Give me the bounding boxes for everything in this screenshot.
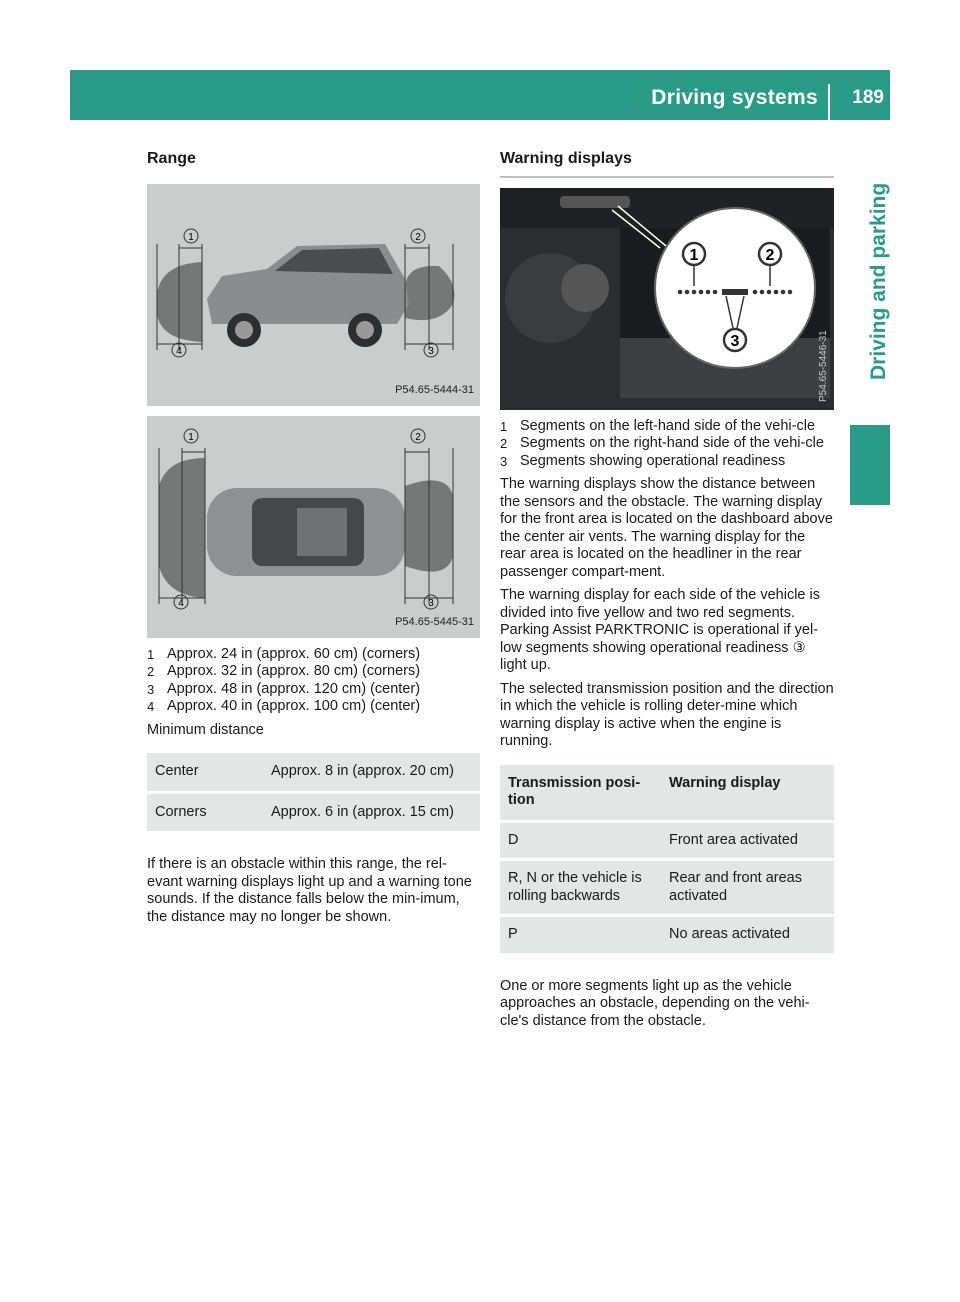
header-divider [828, 84, 830, 120]
table-row [500, 916, 834, 955]
range-top-view-diagram [147, 416, 480, 638]
table-header-position: Transmission posi-tion [500, 765, 661, 822]
table-row [500, 860, 834, 916]
page-header [70, 70, 890, 120]
chapter-tab-label: Driving and parking [867, 182, 890, 380]
table-cell-area: Corners [147, 792, 263, 833]
legend-text: Approx. 48 in (approx. 120 cm) (center) [167, 680, 421, 697]
legend-number: 4 [147, 699, 155, 714]
figure-code: P54.65-5446-31 [818, 329, 829, 402]
table-header-row [500, 765, 834, 822]
figure-code: P54.65-5445-31 [395, 616, 474, 628]
legend-item [500, 418, 834, 436]
warning-display-legend [500, 418, 834, 471]
legend-text: Approx. 40 in (approx. 100 cm) (center) [167, 698, 421, 714]
marker-2: 2 [765, 246, 775, 264]
chapter-tab [850, 120, 890, 400]
warning-paragraph-4: One or more segments light up as the vehicle approaches an obstacle, depending on the vehi-cle's distance from the obstacle. [500, 977, 810, 1029]
legend-number: 2 [147, 664, 155, 679]
table-cell-position: D [500, 821, 661, 860]
right-column [500, 150, 834, 1030]
table-cell-display: No areas activated [661, 916, 834, 955]
table-cell-area: Center [147, 753, 263, 792]
legend-item [147, 698, 480, 716]
marker-2: 2 [415, 431, 421, 443]
range-paragraph: If there is an obstacle within this range, the rel-evant warning displays light up and a warning tone sounds. If the distance falls below the min-imum, the distance may no longer be shown. [147, 856, 472, 925]
warning-paragraph-3: The selected transmission position and the direction in which the vehicle is rolling deter-mine which warning display is active when the engine is running. [500, 680, 834, 749]
chapter-marker [850, 425, 890, 505]
legend-item [147, 646, 480, 664]
warning-paragraph-1: The warning displays show the distance between the sensors and the obstacle. The warning display for the front area is located on the dashboard above the center air vents. The warning display for the rear area is located on the headliner in the rear passenger compart-ment. [500, 476, 833, 580]
range-side-view-diagram [147, 184, 480, 406]
dashboard-diagram [500, 188, 834, 410]
table-cell-position: P [500, 916, 661, 955]
range-side-view-figure [147, 184, 480, 406]
legend-item [500, 435, 834, 453]
warning-display-figure [500, 188, 834, 410]
legend-number: 3 [147, 681, 155, 697]
warning-displays-heading: Warning displays [500, 150, 632, 167]
table-header-display: Warning display [661, 765, 834, 822]
marker-1: 1 [689, 246, 699, 264]
range-top-view-figure [147, 416, 480, 638]
marker-3: 3 [428, 597, 434, 609]
legend-text: Approx. 24 in (approx. 60 cm) (corners) [167, 645, 421, 662]
table-cell-position: R, N or the vehicle is rolling backwards [500, 860, 661, 916]
section-title: Driving systems [651, 86, 818, 109]
legend-number: 3 [500, 453, 508, 469]
legend-text: Approx. 32 in (approx. 80 cm) (corners) [167, 663, 421, 679]
marker-3: 3 [428, 345, 434, 357]
left-column [147, 150, 480, 926]
marker-4: 4 [176, 345, 182, 357]
transmission-table [500, 765, 834, 956]
legend-number: 2 [500, 436, 508, 451]
table-row [147, 753, 480, 792]
table-cell-value: Approx. 6 in (approx. 15 cm) [263, 792, 480, 833]
marker-3: 3 [730, 332, 740, 350]
table-cell-display: Front area activated [661, 821, 834, 860]
warning-paragraph-2: The warning display for each side of the vehicle is divided into five yellow and two red segments. Parking Assist PARKTRONIC is operational if yel-low segments showing operational readiness ③ light up. [500, 587, 820, 673]
min-distance-label: Minimum distance [147, 721, 264, 738]
table-cell-display: Rear and front areas activated [661, 860, 834, 916]
legend-text: Segments showing operational readiness [520, 452, 786, 469]
range-heading: Range [147, 150, 196, 167]
marker-2: 2 [415, 231, 421, 243]
legend-item [147, 663, 480, 681]
range-legend [147, 646, 480, 716]
legend-text: Segments on the left-hand side of the vehi-cle [520, 417, 816, 434]
table-row [147, 792, 480, 833]
legend-number: 1 [500, 418, 508, 434]
legend-item [500, 453, 834, 471]
marker-4: 4 [178, 597, 184, 609]
marker-1: 1 [188, 431, 194, 443]
legend-number: 1 [147, 646, 155, 662]
marker-1: 1 [188, 231, 194, 243]
legend-item [147, 681, 480, 699]
table-row [500, 821, 834, 860]
min-distance-table [147, 753, 480, 834]
legend-text: Segments on the right-hand side of the vehi-cle [520, 435, 824, 451]
section-divider [500, 176, 834, 178]
page-number: 189 [852, 87, 884, 108]
table-cell-value: Approx. 8 in (approx. 20 cm) [263, 753, 480, 792]
figure-code: P54.65-5444-31 [395, 384, 474, 396]
